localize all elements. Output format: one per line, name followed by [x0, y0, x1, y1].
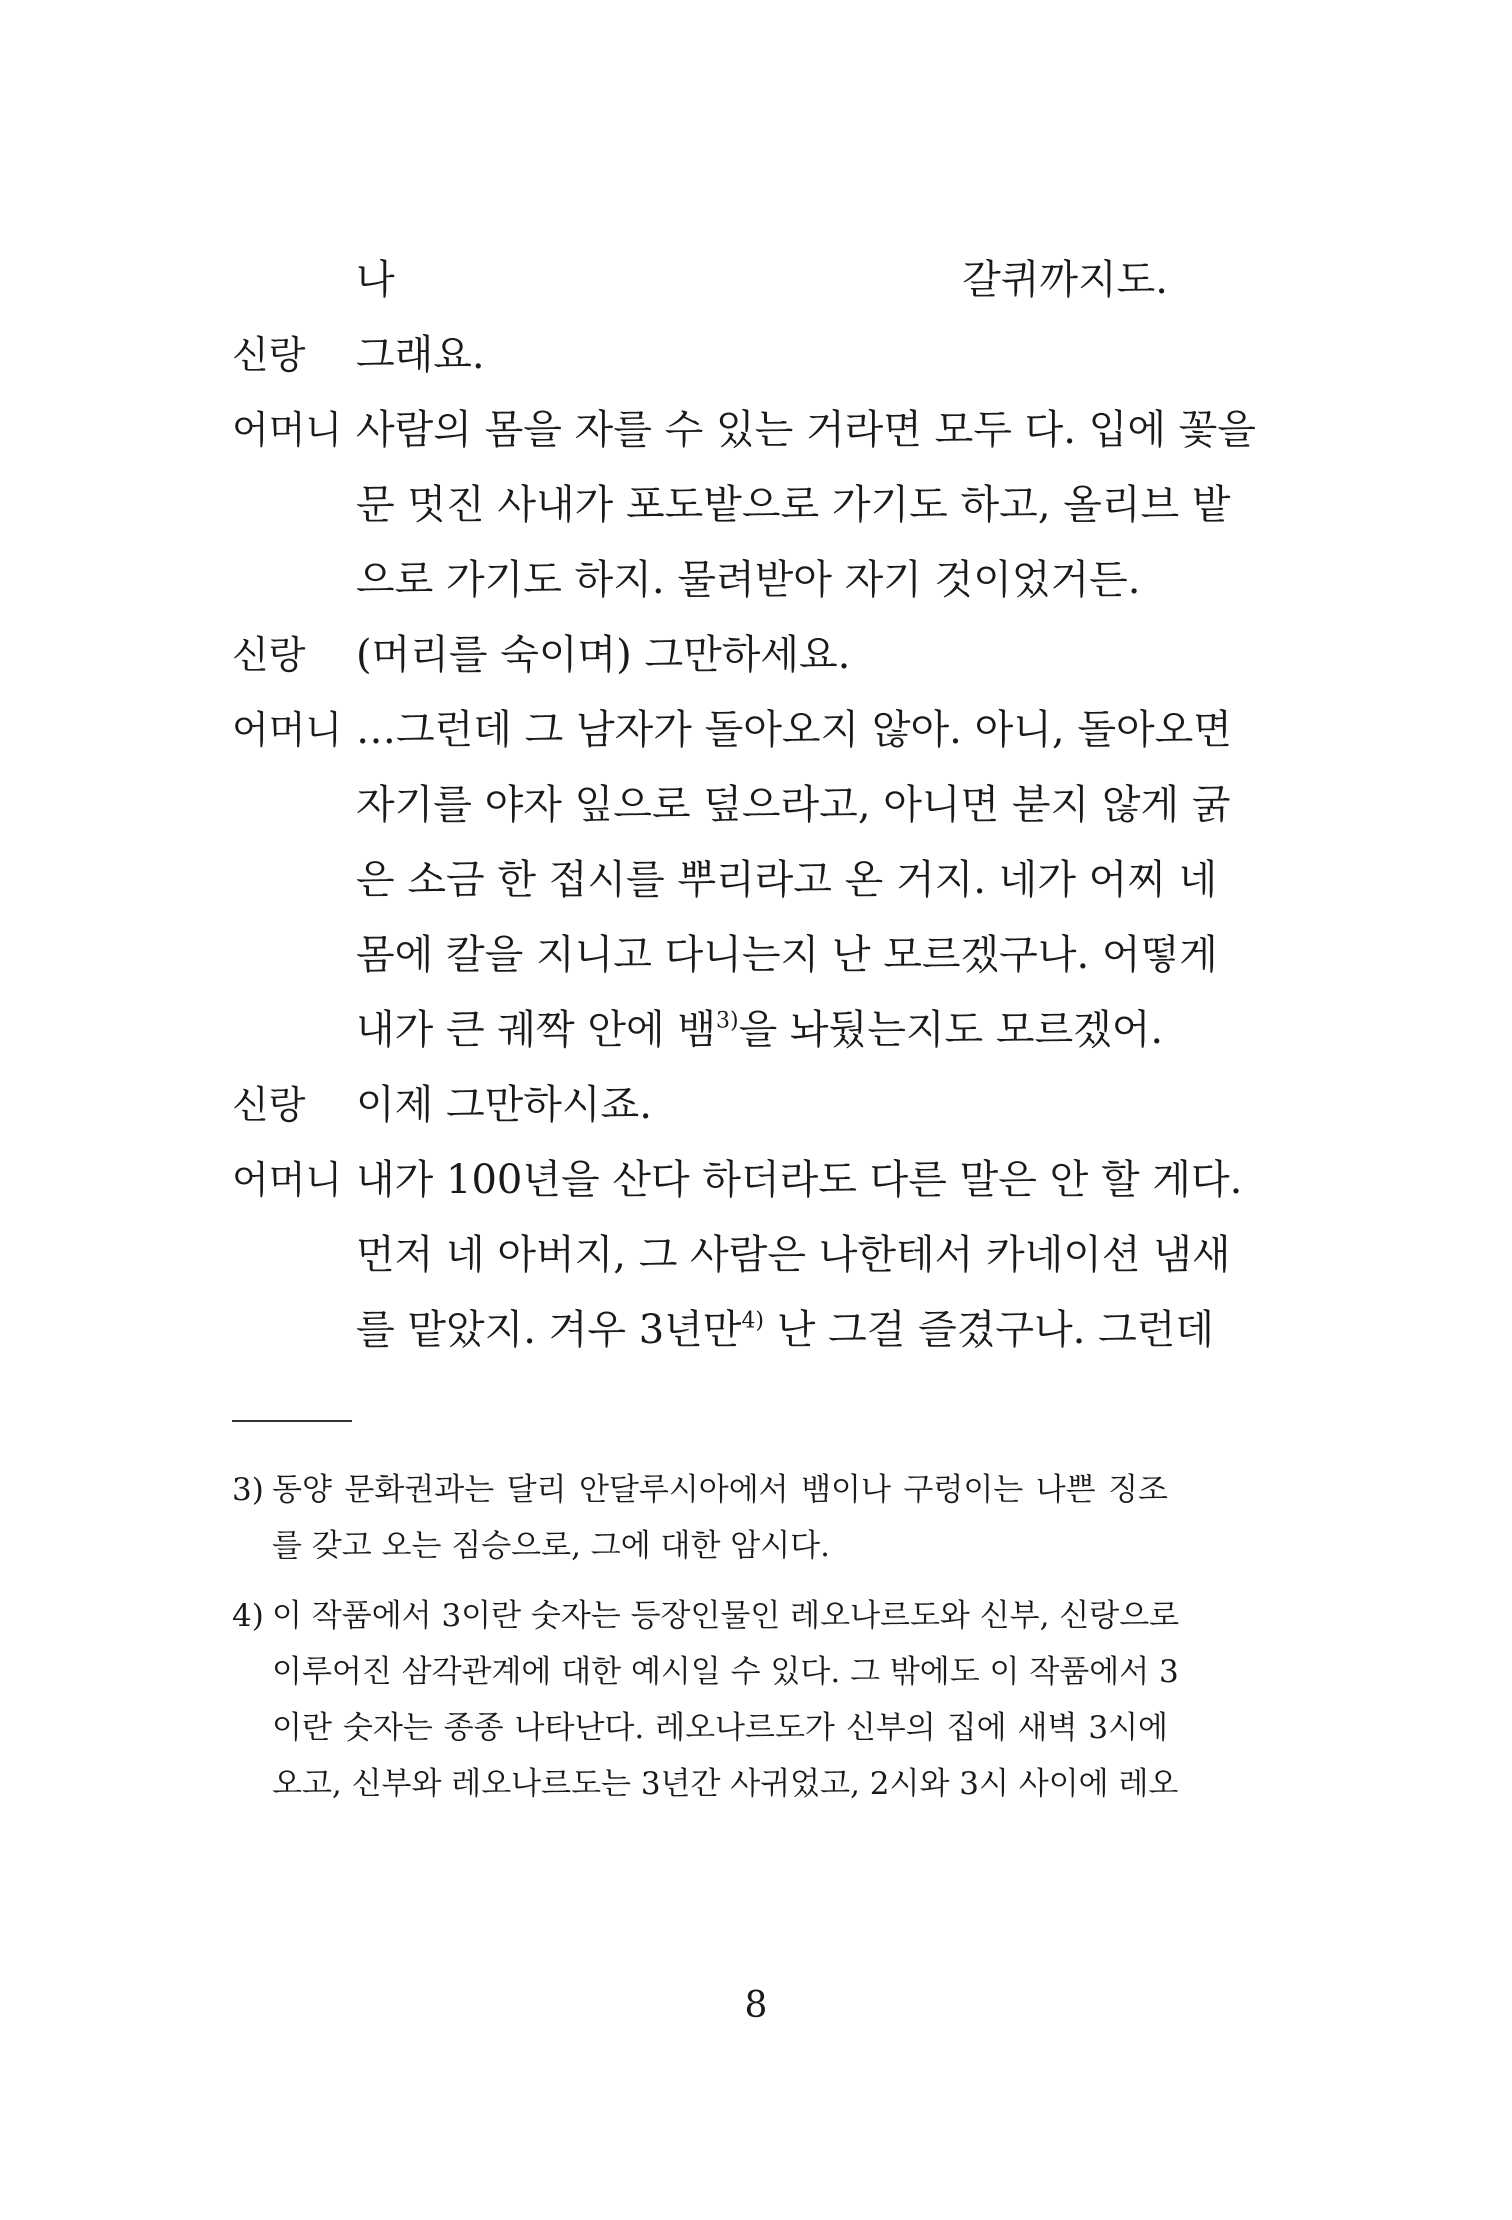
dialogue-text: 자기를 야자 잎으로 덮으라고, 아니면 붇지 않게 굵 [356, 782, 1231, 828]
footnote-reference: 3) [715, 1008, 739, 1034]
dialogue-text-part: 난 그걸 즐겼구나. 그런데 [764, 1307, 1215, 1353]
dialogue-text: 은 소금 한 접시를 뿌리라고 온 거지. 네가 어찌 네 [356, 857, 1218, 903]
footnote-text: 오고, 신부와 레오나르도는 3년간 사귀었고, 2시와 3시 사이에 레오 [272, 1766, 1179, 1802]
dialogue-line [0, 1292, 1512, 1368]
footnote-text: 를 갖고 오는 짐승으로, 그에 대한 암시다. [272, 1528, 830, 1564]
dialogue-line [0, 692, 1512, 768]
footnote-marker: 3) [232, 1472, 264, 1508]
speaker-label: 어머니 [232, 708, 343, 752]
footnote-reference: 4) [741, 1308, 765, 1334]
dialogue-line [0, 992, 1512, 1068]
speaker-label: 신랑 [232, 633, 306, 677]
footnote-text: 이루어진 삼각관계에 대한 예시일 수 있다. 그 밖에도 이 작품에서 3 [272, 1654, 1179, 1690]
footnote-separator [232, 1420, 352, 1422]
dialogue-text: 나 갈퀴까지도. [356, 257, 1168, 303]
dialogue-text [356, 992, 1168, 1068]
dialogue-text-part: 내가 큰 궤짝 안에 뱀 [356, 1007, 716, 1053]
dialogue-text: (머리를 숙이며) 그만하세요. [356, 632, 851, 678]
dialogue-text: 으로 가기도 하지. 물려받아 자기 것이었거든. [356, 557, 1141, 603]
dialogue-text [356, 1292, 1215, 1368]
dialogue-text: 몸에 칼을 지니고 다니는지 난 모르겠구나. 어떻게 [356, 932, 1218, 978]
dialogue-line [0, 767, 1512, 843]
dialogue-text: 먼저 네 아버지, 그 사람은 나한테서 카네이션 냄새 [356, 1232, 1231, 1278]
dialogue-text: 내가 100년을 산다 하더라도 다른 말은 안 할 게다. [356, 1157, 1243, 1203]
dialogue-line [0, 542, 1512, 618]
footnote-text: 동양 문화권과는 달리 안달루시아에서 뱀이나 구렁이는 나쁜 징조 [272, 1472, 1168, 1508]
footnote-line [0, 1644, 1512, 1700]
dialogue-line [0, 1217, 1512, 1293]
dialogue-line [0, 617, 1512, 693]
speaker-label: 어머니 [232, 1158, 343, 1202]
footnote-line [0, 1700, 1512, 1756]
footnote-text: 이란 숫자는 종종 나타난다. 레오나르도가 신부의 집에 새벽 3시에 [272, 1710, 1168, 1746]
dialogue-text: 문 멋진 사내가 포도밭으로 가기도 하고, 올리브 밭 [356, 482, 1231, 528]
dialogue-line [0, 1142, 1512, 1218]
dialogue-line [0, 317, 1512, 393]
dialogue-text: 사람의 몸을 자를 수 있는 거라면 모두 다. 입에 꽃을 [356, 407, 1256, 453]
dialogue-line [0, 467, 1512, 543]
dialogue-text: …그런데 그 남자가 돌아오지 않아. 아니, 돌아오면 [356, 707, 1232, 753]
dialogue-line [0, 842, 1512, 918]
footnote-text: 이 작품에서 3이란 숫자는 등장인물인 레오나르도와 신부, 신랑으로 [272, 1598, 1180, 1634]
dialogue-line [0, 1067, 1512, 1143]
footnote-line [0, 1588, 1512, 1644]
page-number: 8 [744, 1985, 768, 2026]
dialogue-text: 그래요. [356, 332, 485, 378]
dialogue-line [0, 392, 1512, 468]
footnote-line [0, 1462, 1512, 1518]
speaker-label: 신랑 [232, 333, 306, 377]
speaker-label: 어머니 [232, 408, 343, 452]
footnote-line [0, 1518, 1512, 1574]
dialogue-text-part: 를 맡았지. 겨우 3년만 [356, 1307, 742, 1353]
dialogue-line [0, 242, 1512, 318]
footnote-marker: 4) [232, 1598, 264, 1634]
dialogue-line [0, 917, 1512, 993]
dialogue-text: 이제 그만하시죠. [356, 1082, 652, 1128]
speaker-label: 신랑 [232, 1083, 306, 1127]
footnote-line [0, 1756, 1512, 1812]
dialogue-text-part: 을 놔뒀는지도 모르겠어. [738, 1007, 1164, 1053]
